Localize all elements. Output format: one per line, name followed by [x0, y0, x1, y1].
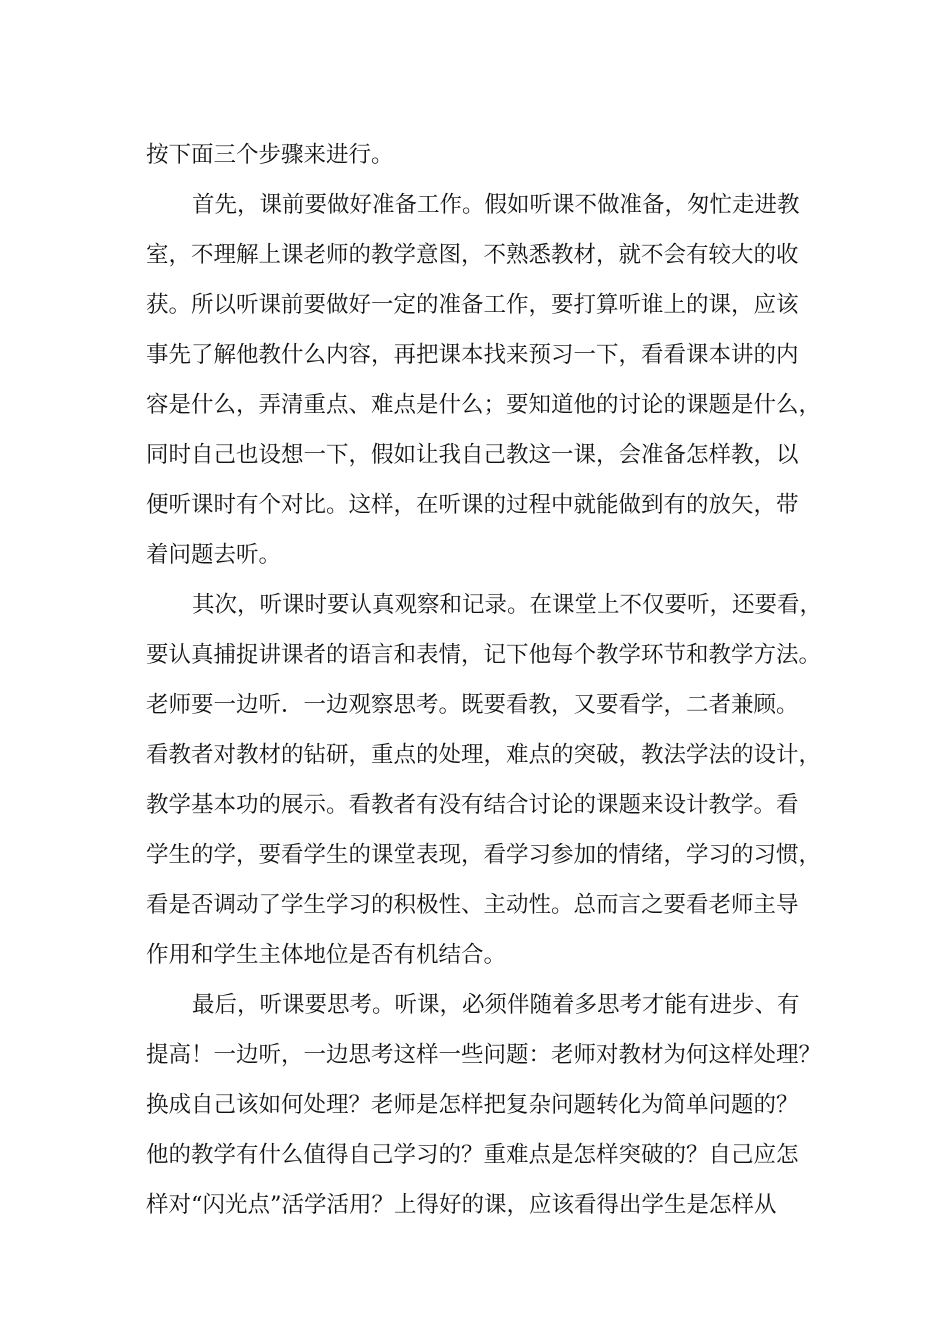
- text-line: 提高！一边听，一边思考这样一些问题：老师对教材为何这样处理？: [146, 1042, 822, 1068]
- text-line: 事先了解他教什么内容，再把课本找来预习一下，看看课本讲的内: [146, 342, 799, 368]
- document-body: [146, 130, 836, 1230]
- text-line: 便听课时有个对比。这样，在听课的过程中就能做到有的放矢，带: [146, 492, 799, 518]
- text-line: 按下面三个步骤来进行。: [146, 142, 394, 168]
- text-line: 看教者对教材的钻研，重点的处理，难点的突破，教法学法的设计，: [146, 742, 822, 768]
- text-line: 样对“闪光点”活学活用？上得好的课，应该看得出学生是怎样从: [146, 1192, 777, 1218]
- text-line: 着问题去听。: [146, 542, 282, 568]
- text-line: 首先，课前要做好准备工作。假如听课不做准备，匆忙走进教: [192, 192, 800, 218]
- text-line: 室，不理解上课老师的教学意图，不熟悉教材，就不会有较大的收: [146, 242, 799, 268]
- text-line: 获。所以听课前要做好一定的准备工作，要打算听谁上的课，应该: [146, 292, 799, 318]
- text-line: 最后，听课要思考。听课，必须伴随着多思考才能有进步、有: [192, 992, 800, 1018]
- text-line: 要认真捕捉讲课者的语言和表情，记下他每个教学环节和教学方法。: [146, 642, 822, 668]
- text-line: 老师要一边听．一边观察思考。既要看教，又要看学，二者兼顾。: [146, 692, 799, 718]
- text-line: 他的教学有什么值得自己学习的？重难点是怎样突破的？自己应怎: [146, 1142, 799, 1168]
- text-line: 容是什么，弄清重点、难点是什么；要知道他的讨论的课题是什么，: [146, 392, 822, 418]
- text-line: 看是否调动了学生学习的积极性、主动性。总而言之要看老师主导: [146, 892, 799, 918]
- text-line: 学生的学，要看学生的课堂表现，看学习参加的情绪，学习的习惯，: [146, 842, 822, 868]
- text-line: 其次，听课时要认真观察和记录。在课堂上不仅要听，还要看，: [192, 592, 823, 618]
- text-line: 同时自己也设想一下，假如让我自己教这一课，会准备怎样教，以: [146, 442, 799, 468]
- text-line: 作用和学生主体地位是否有机结合。: [146, 942, 507, 968]
- text-line: 换成自己该如何处理？老师是怎样把复杂问题转化为简单问题的？: [146, 1092, 799, 1118]
- text-line: 教学基本功的展示。看教者有没有结合讨论的课题来设计教学。看: [146, 792, 799, 818]
